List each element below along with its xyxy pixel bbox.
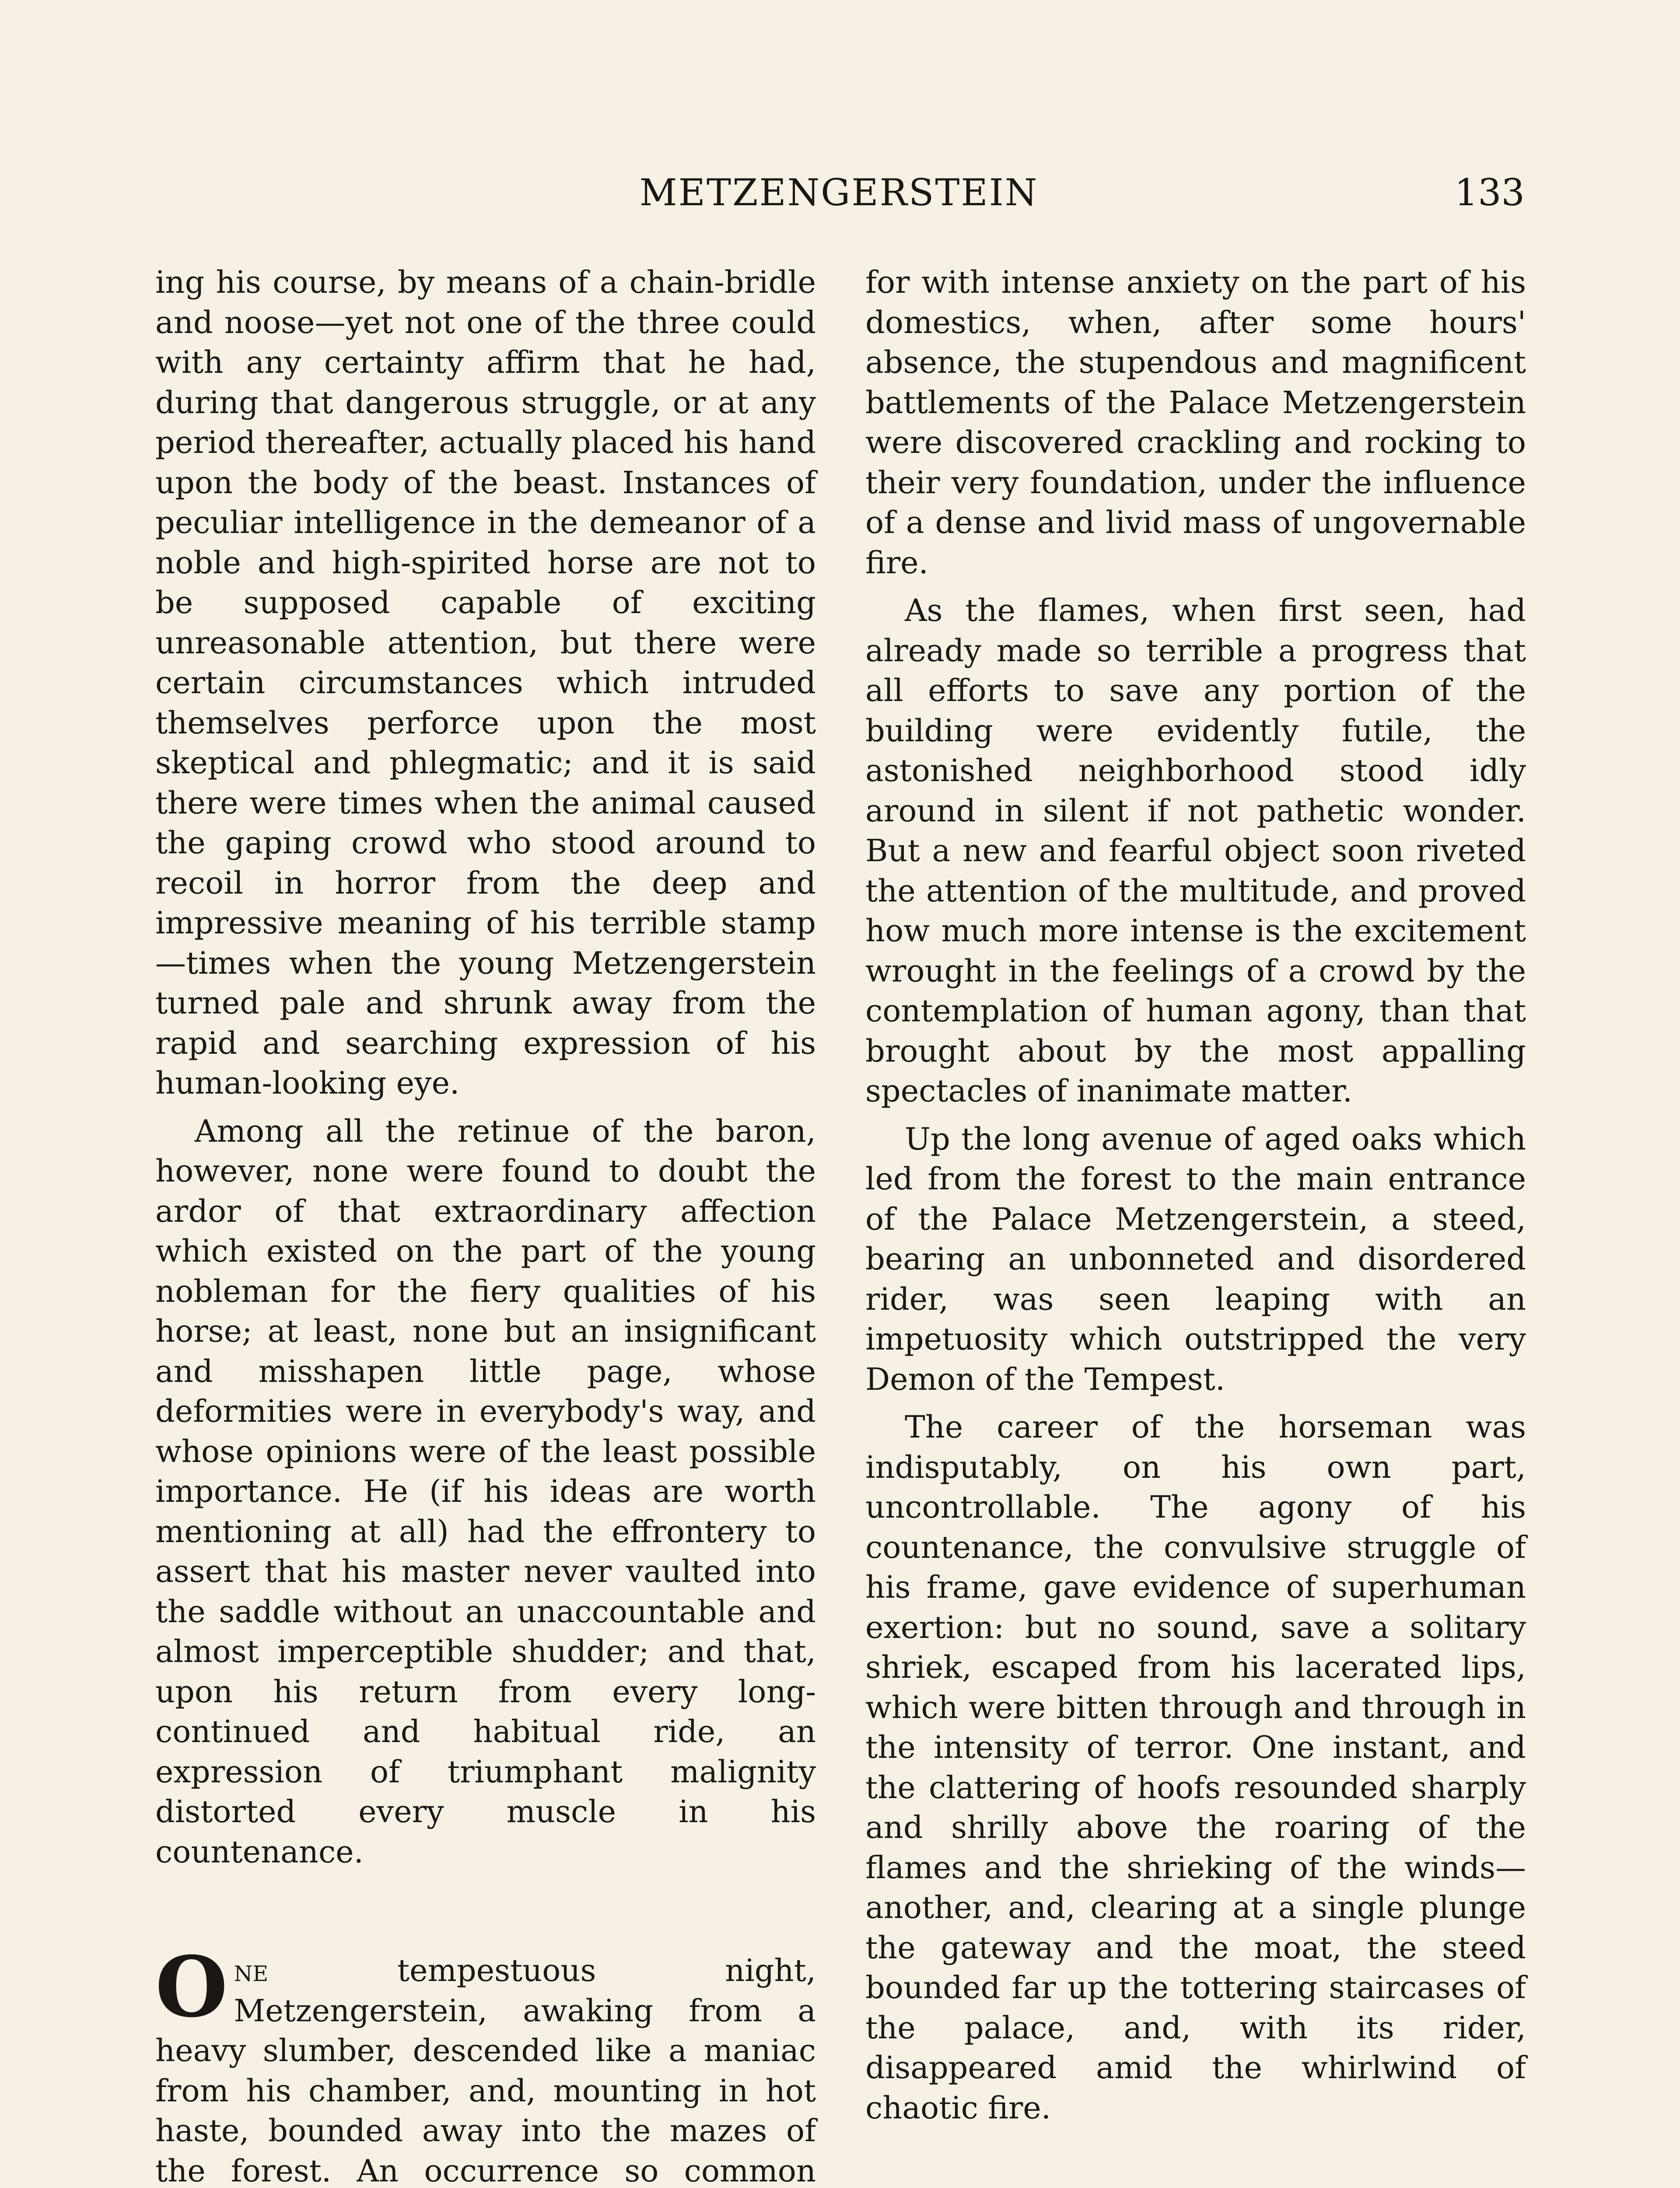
right-column	[865, 263, 1526, 2128]
left-column	[155, 263, 816, 2188]
paragraph: ing his course, by means of a chain-bridle and noose—yet not one of the three could with any certainty affirm that he had, during that dangerous struggle, or at any period thereafter, actually placed his hand upon the body of the beast. Instances of peculiar intelligence in the demeanor of a noble and high-spirited horse are not to be supposed capable of exciting unreasonable attention, but there were certain circumstances which intruded themselves perforce upon the most skeptical and phlegmatic; and it is said there were times when the animal caused the gaping crowd who stood around to recoil in horror from the deep and impressive meaning of his terrible stamp—times when the young Metzengerstein turned pale and shrunk away from the rapid and searching expression of his human-looking eye.	[155, 264, 816, 1101]
page-header	[153, 166, 1525, 219]
drop-cap: O	[155, 1938, 228, 2036]
small-caps-text: ne	[234, 1953, 269, 1988]
section-opening-paragraph	[155, 1938, 816, 2188]
paragraph: As the flames, when first seen, had already made so terrible a progress that all efforts to save any portion of the building were evidently futile, the astonished neighborhood stood idly around in silent if not pathetic wonder. But a new and fearful object soon riveted the attention of the multitude, and proved how much more intense is the excitement wrought in the feelings of a crowd by the contemplation of human agony, than that brought about by the most appalling spectacles of inanimate matter.	[865, 593, 1526, 1109]
paragraph: Among all the retinue of the baron, however, none were found to doubt the ardor of that extraordinary affection which existed on the part of the young nobleman for the fiery qualities of his horse; at least, none but an insignificant and misshapen little page, whose deformities were in everybody's way, and whose opinions were of the least possible importance. He (if his ideas are worth mentioning at all) had the effrontery to assert that his master never vaulted into the saddle without an unaccountable and almost imperceptible shudder; and that, upon his return from every long-continued and habitual ride, an expression of triumphant malignity distorted every muscle in his countenance.	[155, 1113, 816, 1870]
paragraph-text: tempestuous night, Metzengerstein, awaking from a heavy slumber, descended like a maniac from his chamber, and, mounting in hot haste, bounded away into the mazes of the forest. An occurrence so common	[155, 1953, 816, 2188]
paragraph: for with intense anxiety on the part of his domestics, when, after some hours' absence, the stupendous and magnificent battlements of the Palace Metzengerstein were discovered crackling and rocking to their very foundation, under the influence of a dense and livid mass of ungovernable fire.	[865, 264, 1526, 581]
paragraph: Up the long avenue of aged oaks which led from the forest to the main entrance of the Palace Metzengerstein, a steed, bearing an unbonneted and disordered rider, was seen leaping with an impetuosity which outstripped the very Demon of the Tempest.	[865, 1121, 1526, 1397]
page-number: 133	[1454, 171, 1525, 214]
running-title: METZENGERSTEIN	[639, 171, 1039, 214]
paragraph: The career of the horseman was indisputably, on his own part, uncontrollable. The agony of his countenance, the convulsive struggle of his frame, gave evidence of superhuman exertion: but no sound, save a solitary shriek, escaped from his lacerated lips, which were bitten through and through in the intensity of terror. One instant, and the clattering of hoofs resounded sharply and shrilly above the roaring of the flames and the shrieking of the winds—another, and, clearing at a single plunge the gateway and the moat, the steed bounded far up the tottering staircases of the palace, and, with its rider, disappeared amid the whirlwind of chaotic fire.	[865, 1409, 1526, 2126]
